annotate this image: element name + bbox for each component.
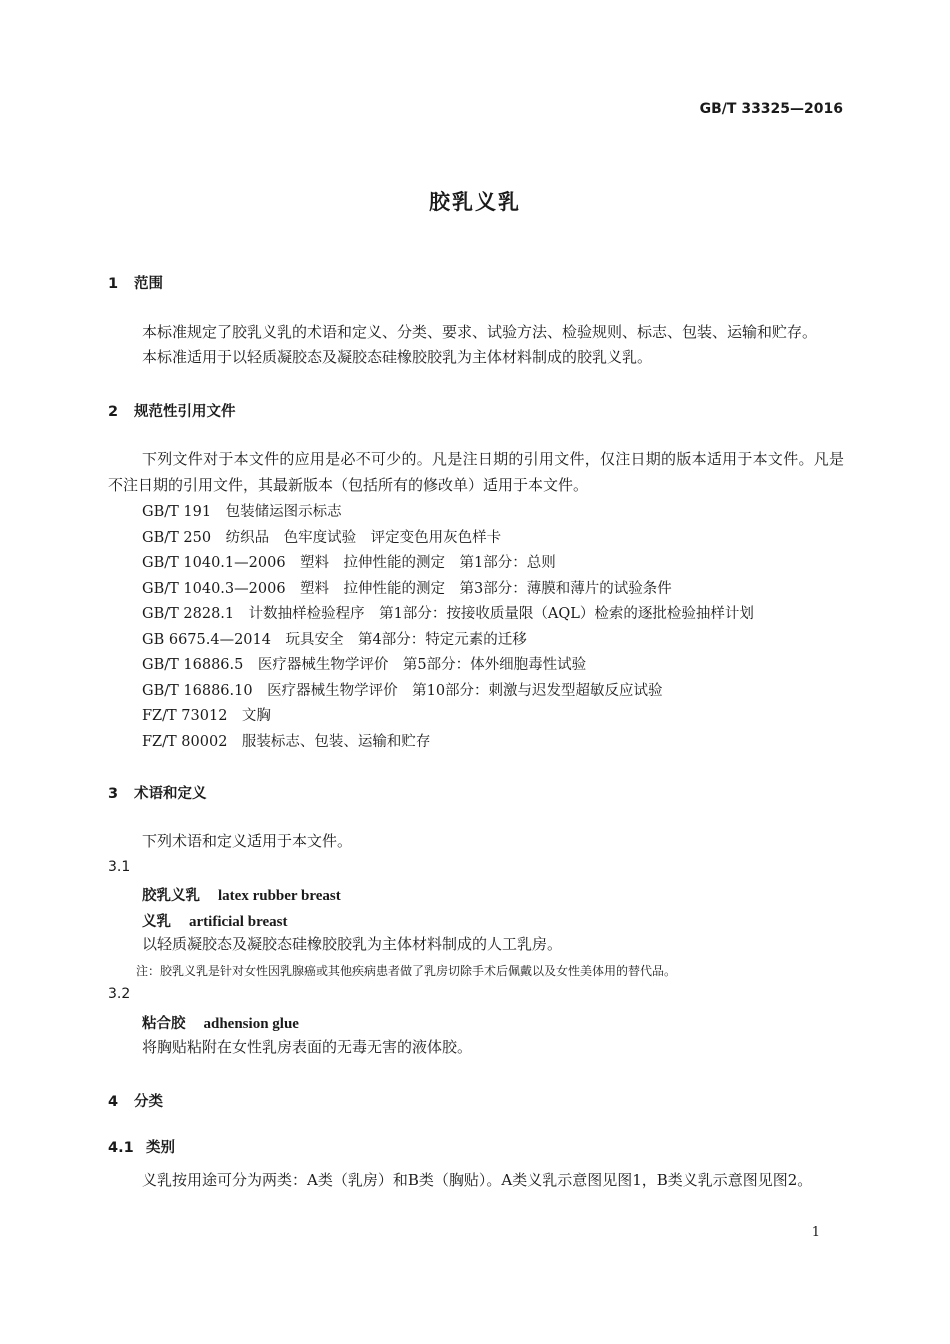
term-note-3-1: 注：胶乳义乳是针对女性因乳腺癌或其他疾病患者做了乳房切除手术后佩戴以及女性美体用的替代品。	[136, 964, 677, 978]
section-heading-4-1	[108, 1136, 175, 1157]
section-heading-1	[108, 272, 163, 293]
section-title: 类别	[146, 1140, 175, 1156]
clause-number-3-2: 3.2	[108, 986, 131, 1002]
normative-intro: 下列文件对于本文件的应用是必不可少的。凡是注日期的引用文件，仅注日期的版本适用于本文件。凡是不注日期的引用文件，其最新版本（包括所有的修改单）适用于本文件。	[108, 450, 844, 494]
section-title: 分类	[134, 1094, 163, 1110]
reference-item: GB/T 250 纺织品 色牢度试验 评定变色用灰色样卡	[142, 530, 502, 546]
section-title: 术语和定义	[134, 786, 207, 802]
section-number: 1	[108, 276, 119, 292]
term-en: artificial breast	[189, 914, 288, 930]
term-zh: 粘合胶	[142, 1016, 186, 1032]
page-number: 1	[811, 1225, 820, 1240]
scope-paragraph-1: 本标准规定了胶乳义乳的术语和定义、分类、要求、试验方法、检验规则、标志、包装、运输和贮存。	[142, 323, 818, 341]
terms-intro: 下列术语和定义适用于本文件。	[142, 832, 353, 850]
clause-number-3-1: 3.1	[108, 859, 131, 875]
reference-item: GB/T 2828.1 计数抽样检验程序 第1部分：按接收质量限（AQL）检索的逐批检验抽样计划	[142, 606, 754, 622]
section-number: 3	[108, 786, 119, 802]
reference-item: GB/T 16886.5 医疗器械生物学评价 第5部分：体外细胞毒性试验	[142, 657, 587, 673]
term-zh: 义乳	[142, 914, 171, 930]
reference-item: GB/T 191 包装储运图示标志	[142, 504, 342, 520]
standard-code: GB/T 33325—2016	[699, 101, 843, 117]
term-en: adhension glue	[203, 1016, 299, 1032]
classification-paragraph: 义乳按用途可分为两类：A类（乳房）和B类（胸贴）。A类义乳示意图见图1，B类义乳示意图见图2。	[142, 1171, 813, 1189]
reference-item: GB/T 1040.3—2006 塑料 拉伸性能的测定 第3部分：薄膜和薄片的试验条件	[142, 581, 672, 597]
scope-paragraph-2: 本标准适用于以轻质凝胶态及凝胶态硅橡胶胶乳为主体材料制成的胶乳义乳。	[142, 348, 653, 366]
section-number: 4.1	[108, 1140, 134, 1156]
section-heading-3	[108, 782, 207, 803]
section-title: 范围	[134, 276, 163, 292]
section-heading-4	[108, 1090, 163, 1111]
term-artificial-breast	[142, 910, 287, 931]
term-definition-3-1: 以轻质凝胶态及凝胶态硅橡胶胶乳为主体材料制成的人工乳房。	[142, 935, 563, 953]
reference-item: FZ/T 80002 服装标志、包装、运输和贮存	[142, 734, 431, 750]
reference-item: GB 6675.4—2014 玩具安全 第4部分：特定元素的迁移	[142, 632, 527, 648]
term-zh: 胶乳义乳	[142, 888, 200, 904]
document-title: 胶乳义乳	[429, 190, 521, 214]
reference-item: FZ/T 73012 文胸	[142, 708, 271, 724]
section-number: 2	[108, 404, 119, 420]
term-en: latex rubber breast	[218, 888, 341, 904]
reference-item: GB/T 1040.1—2006 塑料 拉伸性能的测定 第1部分：总则	[142, 555, 556, 571]
section-heading-2	[108, 400, 236, 421]
section-number: 4	[108, 1094, 119, 1110]
reference-item: GB/T 16886.10 医疗器械生物学评价 第10部分：刺激与迟发型超敏反应试验	[142, 683, 663, 699]
term-latex-rubber-breast	[142, 884, 341, 905]
term-definition-3-2: 将胸贴粘附在女性乳房表面的无毒无害的液体胶。	[142, 1038, 473, 1056]
section-title: 规范性引用文件	[134, 404, 236, 420]
term-adhension-glue	[142, 1012, 299, 1033]
